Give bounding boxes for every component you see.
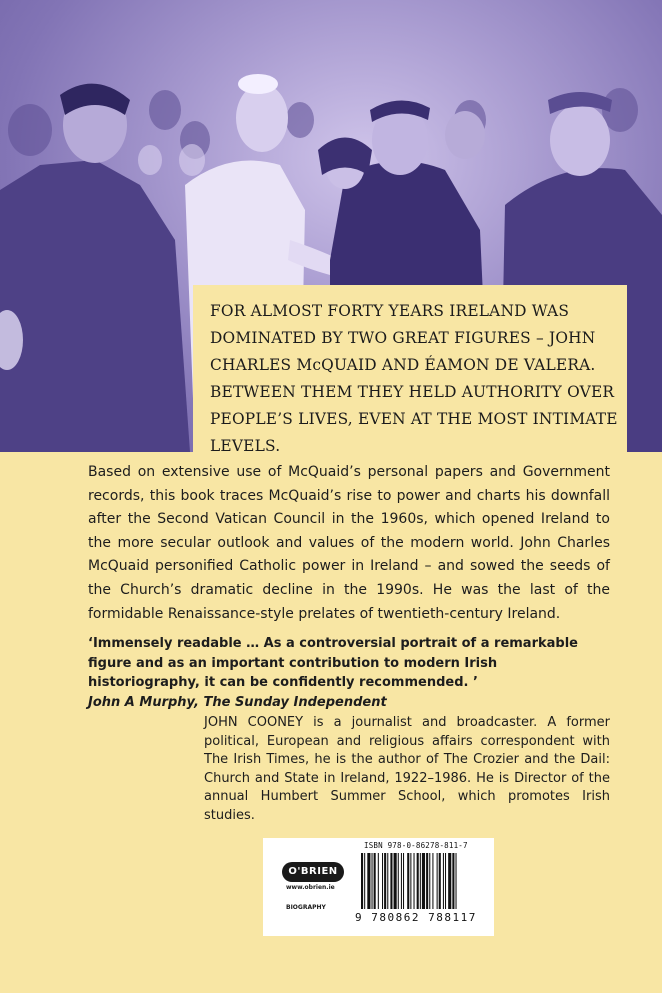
review-quote: ‘Immensely readable … As a controversial portrait of a remarkable figure and as an important contribution to modern Irish historiography, it can be confidently recommended. ’ <box>88 636 578 690</box>
publisher-url: www.obrien.ie <box>286 884 335 891</box>
review-source: John A Murphy, The Sunday Independent <box>88 694 387 710</box>
author-bio: JOHN COONEY is a journalist and broadcaster. A former political, European and religious affairs correspondent with The Irish Times, he is the author of The Crozier and the Dail: Church and State in Ireland, 1922–1986. He is Director of the annual Humbert Summer School, which promotes Irish studies. <box>204 715 610 823</box>
category-label: BIOGRAPHY <box>286 904 326 911</box>
publisher-logo: O'BRIEN <box>282 862 344 882</box>
barcode-digits: 9 780862 788117 <box>355 911 477 924</box>
barcode-icon <box>361 853 489 909</box>
pullquote-text: FOR ALMOST FORTY YEARS IRELAND WAS DOMINATED BY TWO GREAT FIGURES – JOHN CHARLES McQUAID AND ÉAMON DE VALERA. BETWEEN THEM THEY HELD AUTHORITY OVER PEOPLE’S LIVES, EVEN AT THE MOST INTIMATE LEVELS. <box>210 302 618 455</box>
review-block <box>88 634 610 712</box>
isbn-text: ISBN 978-0-86278-811-7 <box>364 841 468 850</box>
description-paragraph: Based on extensive use of McQuaid’s personal papers and Government records, this book traces McQuaid’s rise to power and charts his downfall after the Second Vatican Council in the 1960s, which opened Ireland to the more secular outlook and values of the modern world. John Charles McQuaid personified Catholic power in Ireland – and sowed the seeds of the Church’s dramatic decline in the 1990s. He was the last of the formidable Renaissance-style prelates of twentieth-century Ireland. <box>88 464 610 622</box>
